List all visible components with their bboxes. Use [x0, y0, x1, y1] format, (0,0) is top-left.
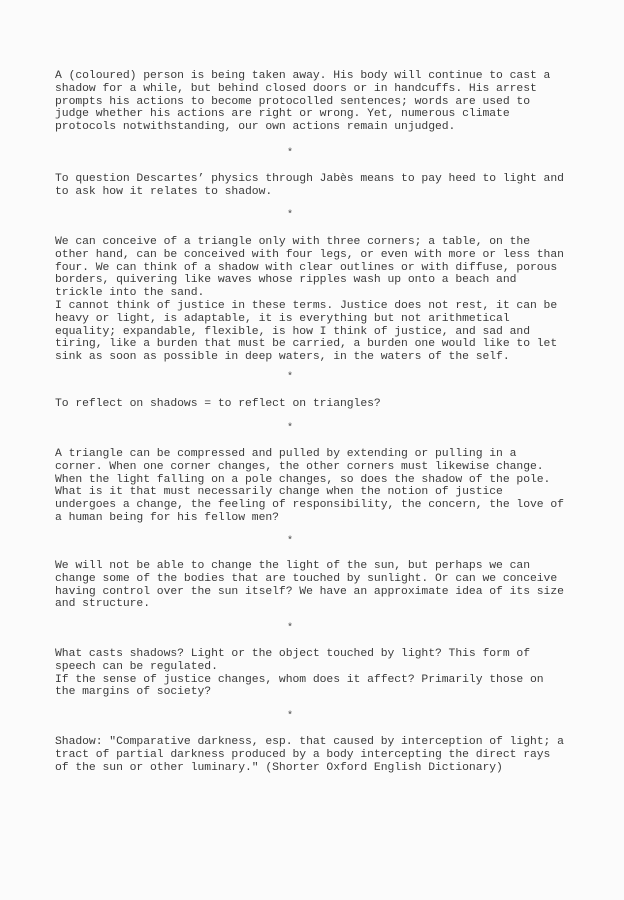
section-separator: *: [286, 148, 293, 159]
paragraph-triangle-compressed: A triangle can be compressed and pulled by extending or pulling in a corner. When one corner changes, the other corners must likewise change. When the light falling on a pole changes, so does the shadow of the pole. What is it that must necessarily change when the notion of justice undergoes a change, the feeling of responsibility, the concern, the love of a human being for his fellow men?: [55, 448, 564, 524]
section-separator: *: [286, 372, 293, 383]
paragraph-casts-shadows: What casts shadows? Light or the object touched by light? This form of speech can be regulated. If the sense of justice changes, whom does it affect? Primarily those on the margins of society?: [55, 648, 544, 699]
section-separator: *: [286, 536, 293, 547]
paragraph-sun: We will not be able to change the light of the sun, but perhaps we can change some of the bodies that are touched by sunlight. Or can we conceive having control over the sun itself? We have an approximate idea of its size and structure.: [55, 560, 564, 611]
section-separator: *: [286, 423, 293, 434]
paragraph-descartes: To question Descartes’ physics through Jabès means to pay heed to light and to ask how it relates to shadow.: [55, 173, 564, 198]
paragraph-reflect-shadows: To reflect on shadows = to reflect on triangles?: [55, 398, 381, 410]
section-separator: *: [286, 210, 293, 221]
paragraph-arrest: A (coloured) person is being taken away. His body will continue to cast a shadow for a while, but behind closed doors or in handcuffs. His arrest prompts his actions to become protocolled sentences; words are used to judge whether his actions are right or wrong. Yet, numerous climate protocols notwithstanding, our own actions remain unjudged.: [55, 70, 551, 134]
section-separator: *: [286, 711, 293, 722]
paragraph-shadow-definition: Shadow: "Comparative darkness, esp. that caused by interception of light; a tract of partial darkness produced by a body intercepting the direct rays of the sun or other luminary." (Shorter Oxford English Dictionary): [55, 736, 564, 774]
section-separator: *: [286, 623, 293, 634]
paragraph-triangle-justice: We can conceive of a triangle only with three corners; a table, on the other hand, can be conceived with four legs, or even with more or less than four. We can think of a shadow with clear outlines or with diffuse, porous borders, quivering like waves whose ripples wash up onto a beach and trickle into the sand. I cannot think of justice in these terms. Justice does not rest, it can be heavy or light, is adaptable, it is everything but not arithmetical equality; expandable, flexible, is how I think of justice, and sad and tiring, like a burden that must be carried, a burden one would like to let sink as soon as possible in deep waters, in the waters of the self.: [55, 236, 564, 364]
